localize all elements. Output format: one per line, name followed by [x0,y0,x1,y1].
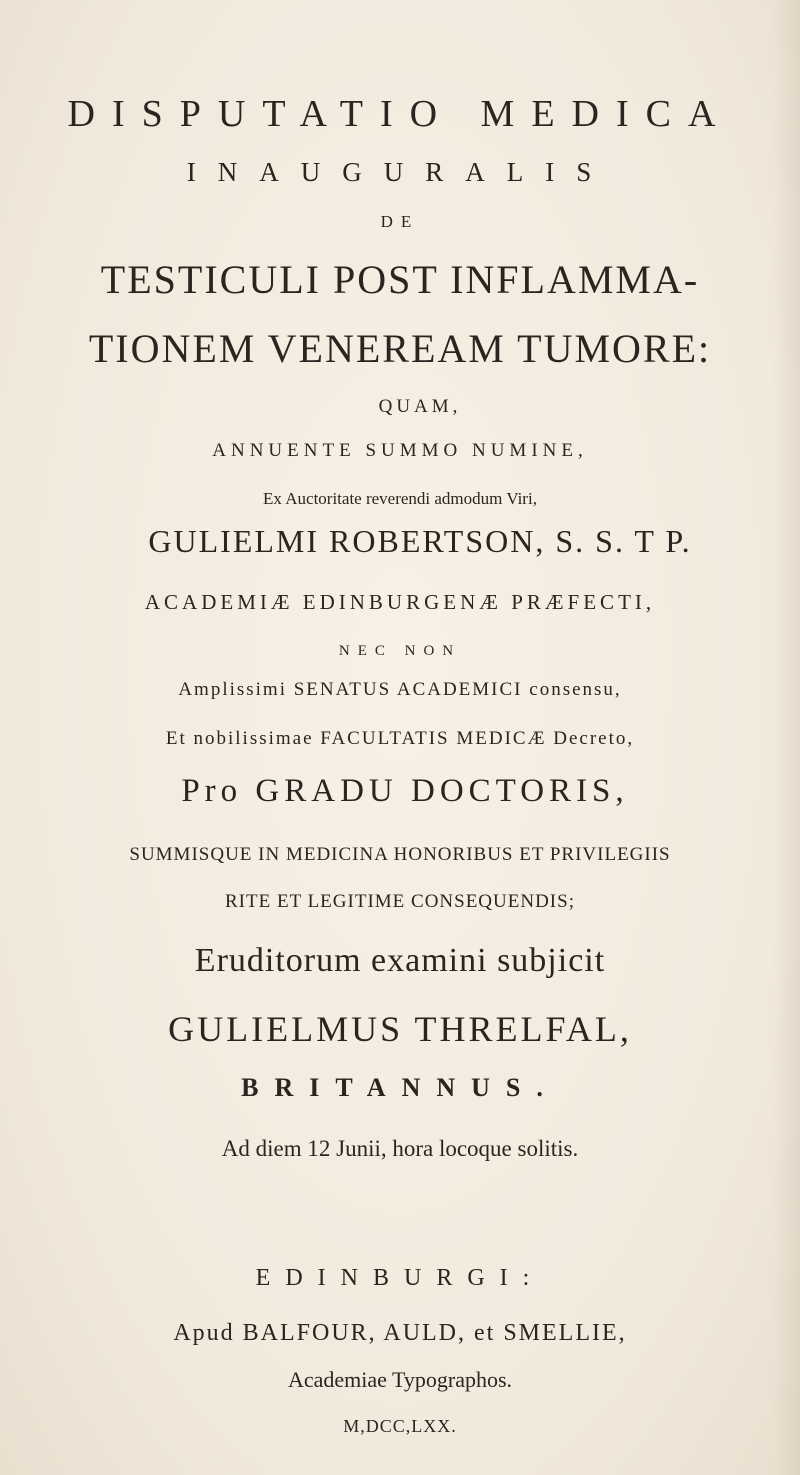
consequendis-line: RITE ET LEGITIME CONSEQUENDIS; [225,891,575,912]
nec-non-line: NEC NON [338,643,462,659]
facultatis-line: Et nobilissimae FACULTATIS MEDICÆ Decreto, [165,728,635,749]
author-name: GULIELMUS THRELFAL, [168,1009,632,1049]
academiae-line: ACADEMIÆ EDINBURGENÆ PRÆFECTI, [144,590,656,614]
senatus-line: Amplissimi SENATUS ACADEMICI consensu, [178,679,622,700]
heading-disputatio: DISPUTATIO MEDICA [67,93,733,135]
imprint-printers: Apud BALFOUR, AULD, et SMELLIE, [173,1320,627,1346]
imprint-title: Academiae Typographos. [287,1367,513,1392]
imprint-year: M,DCC,LXX. [343,1416,457,1436]
honoribus-line: SUMMISQUE IN MEDICINA HONORIBUS ET PRIVILEGIIS [129,844,671,865]
gradu-doctoris-line: Pro GRADU DOCTORIS, [181,773,629,809]
heading-inauguralis: INAUGURALIS [186,157,614,187]
page-edge-shadow [772,0,800,1475]
heading-de: DE [380,212,420,231]
quam-line: QUAM, [378,396,462,417]
imprint-place: EDINBURGI: [255,1265,545,1291]
author-nationality: BRITANNUS. [241,1073,559,1102]
date-line: Ad diem 12 Junii, hora locoque solitis. [221,1136,579,1161]
auctoritate-line: Ex Auctoritate reverendi admodum Viri, [263,489,537,508]
annuente-line: ANNUENTE SUMMO NUMINE, [212,440,588,461]
subject-line-2: TIONEM VENEREAM TUMORE: [88,326,712,371]
robertson-line: GULIELMI ROBERTSON, S. S. T P. [148,523,692,559]
examini-line: Eruditorum examini subjicit [194,942,606,979]
subject-line-1: TESTICULI POST INFLAMMA- [100,257,700,302]
